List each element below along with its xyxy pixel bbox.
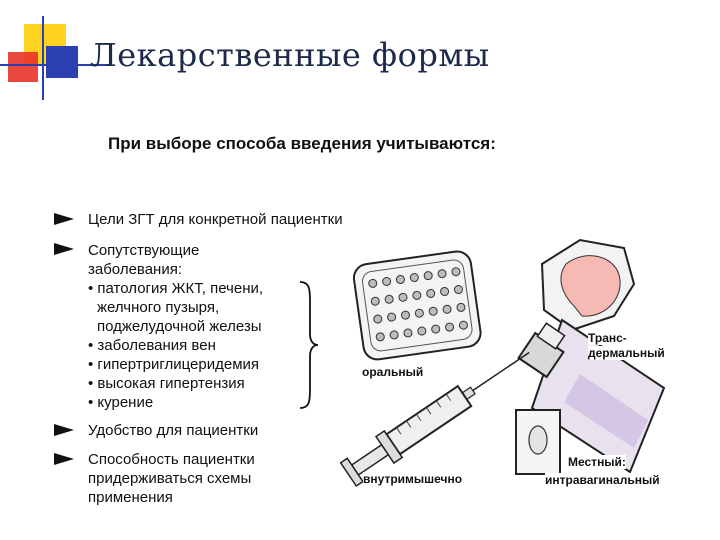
bullet-arrow-icon [54,424,74,436]
bullet-adherence-line2: придерживаться схемы [88,470,252,487]
bullet-adherence-line1: Способность пациентки [88,451,255,468]
decor-square-blue [46,46,78,78]
label-intramuscular: внутримышечно [363,472,463,486]
comorbidity-item: • патология ЖКТ, печени, [88,280,264,297]
comorbidity-item: • гипертриглицеридемия [88,356,260,373]
dosage-forms-illustration [318,234,684,488]
slide-title: Лекарственные формы [90,36,490,74]
decor-line-vertical [42,16,44,100]
pill-blister-icon [352,250,482,361]
bullet-comorbidities-line1: Сопутствующие [88,242,200,259]
comorbidity-item: • курение [88,394,154,411]
label-transdermal-line2: дермальный [588,346,665,360]
bullet-comorbidities-line2: заболевания: [88,261,183,278]
applicator-icon [516,410,560,474]
label-local-line1: Местный: [568,455,626,469]
comorbidity-item: желчного пузыря, [97,299,220,316]
bullet-arrow-icon [54,213,74,225]
label-transdermal-line1: Транс- [588,331,627,345]
comorbidity-item: • заболевания вен [88,337,216,354]
bullet-arrow-icon [54,243,74,255]
slide-subtitle: При выборе способа введения учитываются: [108,134,496,153]
comorbidity-item: поджелудочной железы [97,318,262,335]
decor-square-red [8,52,38,82]
label-oral: оральный [362,365,424,379]
bullet-goals: Цели ЗГТ для конкретной пациентки [88,211,343,228]
bullet-arrow-icon [54,453,74,465]
bullet-convenience: Удобство для пациентки [88,422,259,439]
bullet-adherence-line3: применения [88,489,173,506]
label-local-line2: интравагинальный [545,473,660,487]
comorbidity-item: • высокая гипертензия [88,375,245,392]
curly-brace-icon [296,280,320,410]
